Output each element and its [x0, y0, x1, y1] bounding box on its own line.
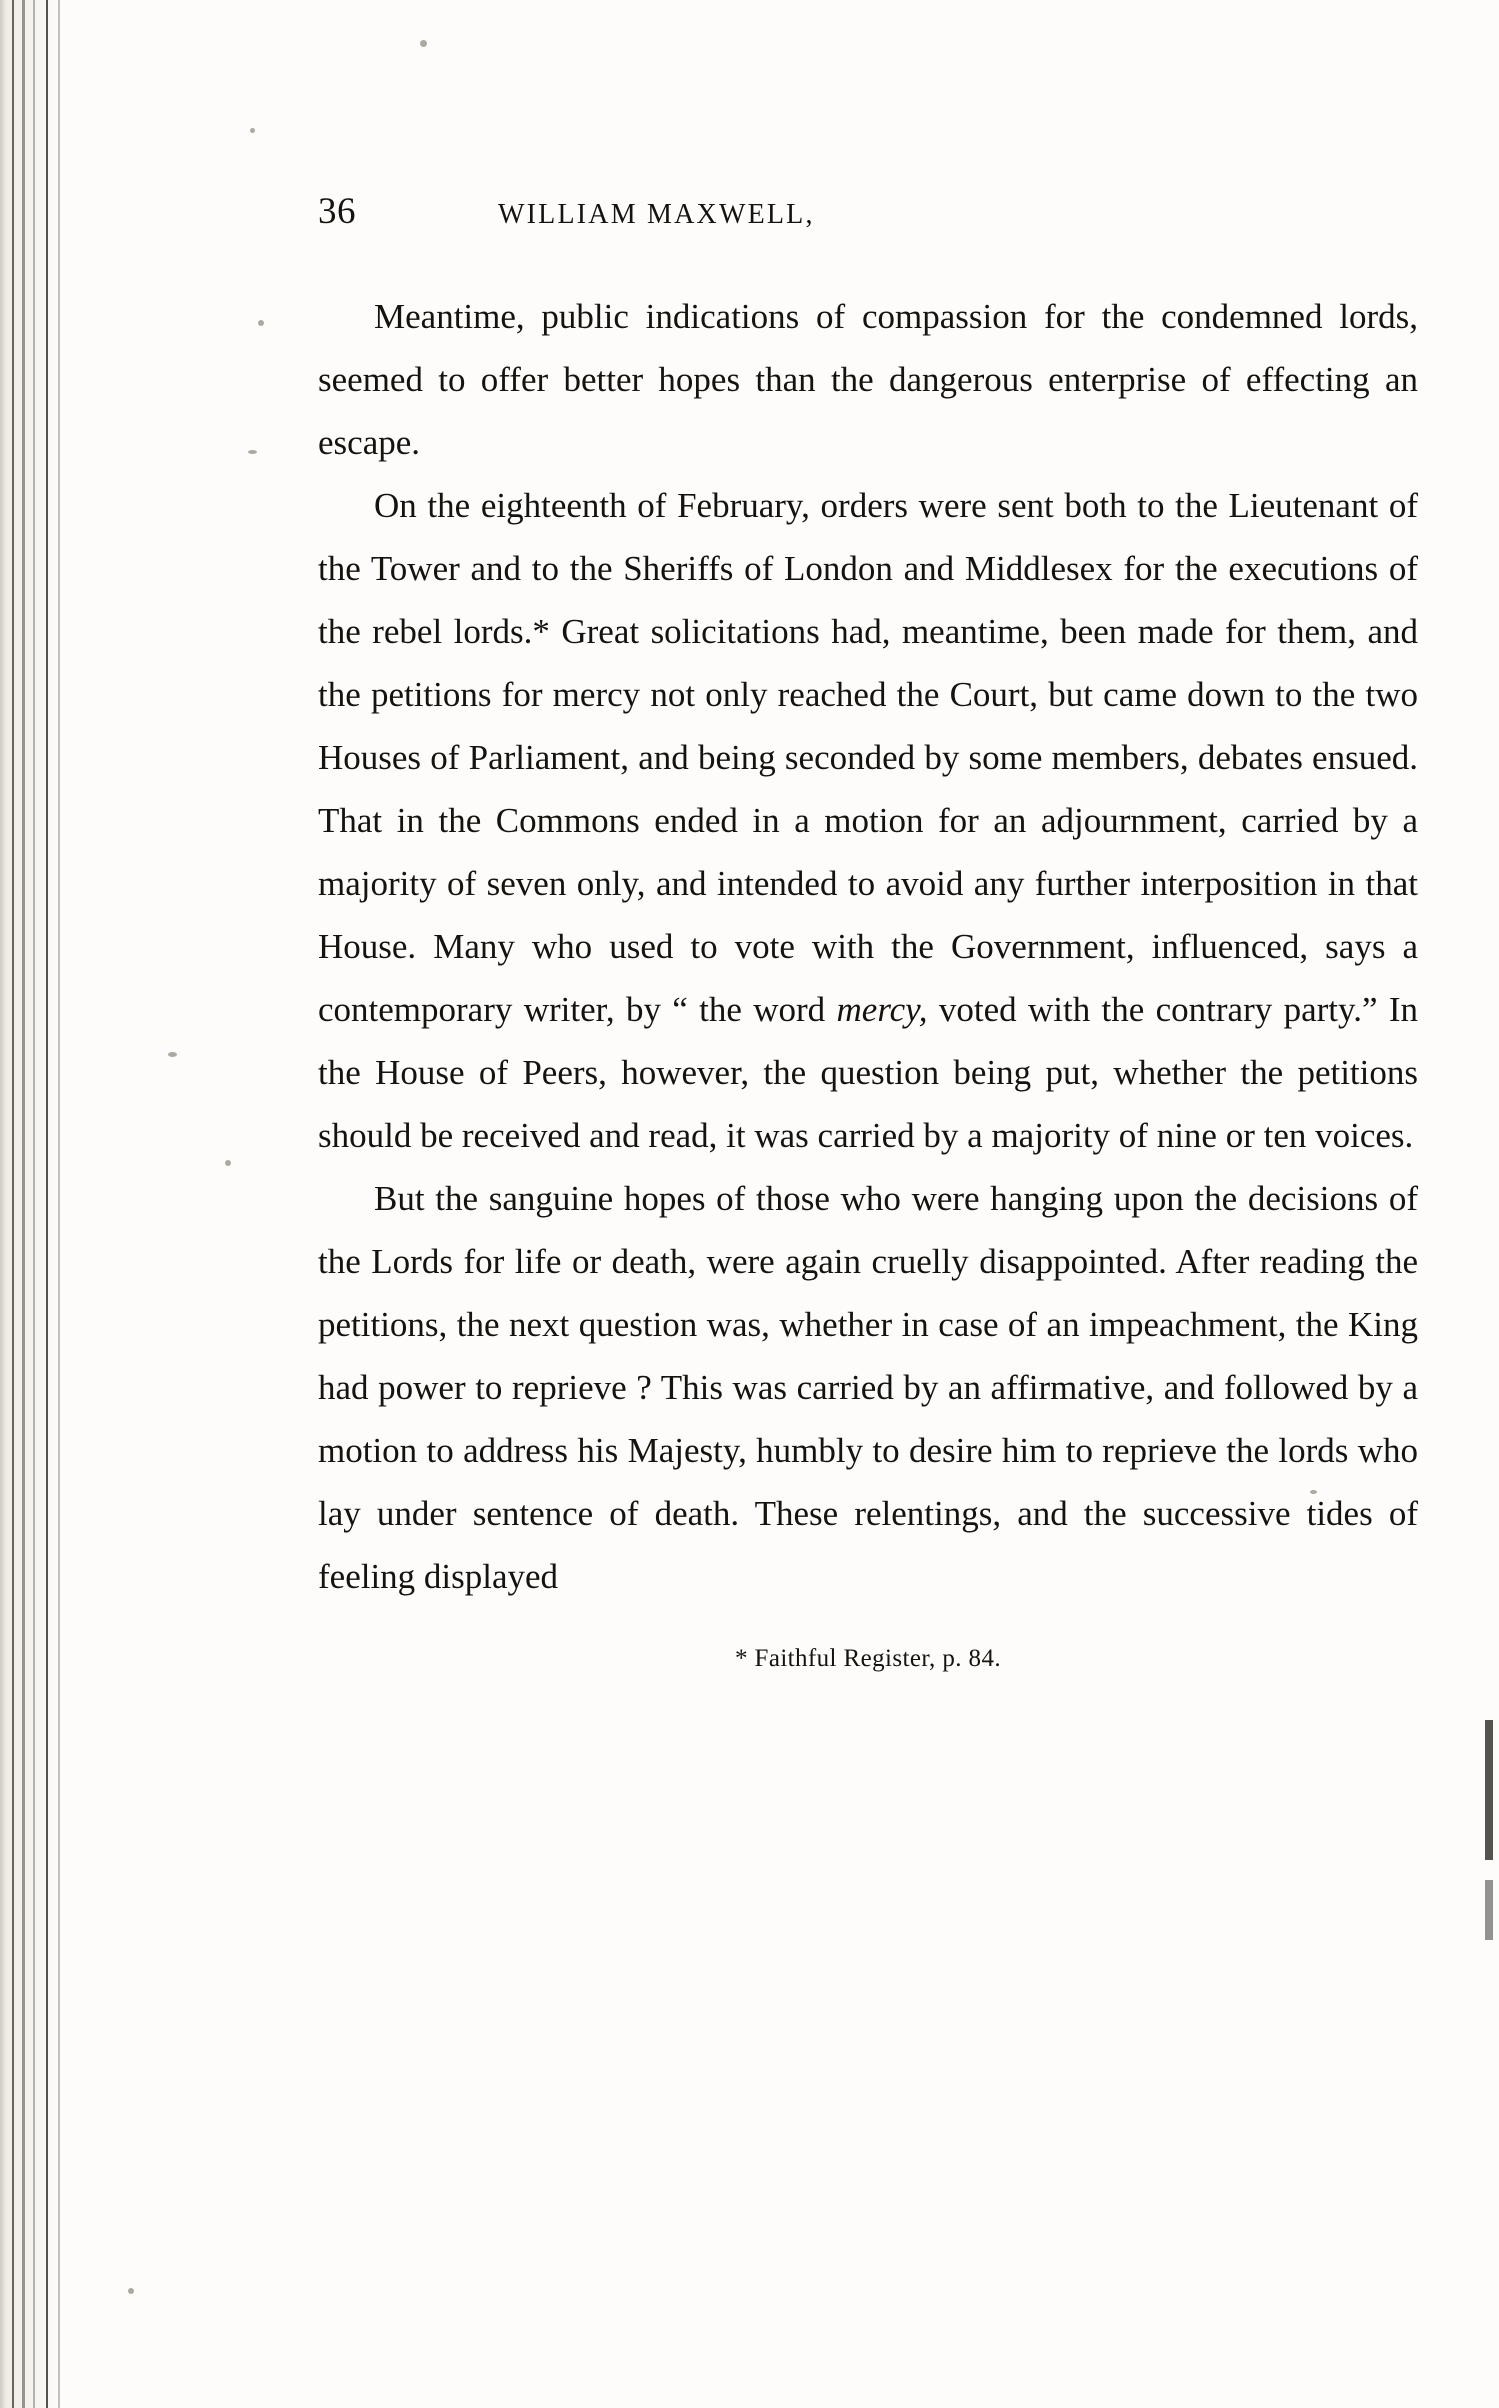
scan-speck	[128, 2288, 134, 2294]
spine-edge-line	[12, 0, 14, 2408]
page-edge-mark	[1485, 1720, 1493, 1860]
footnote: * Faithful Register, p. 84.	[734, 1645, 1002, 1672]
paragraph: But the sanguine hopes of those who were hanging upon the decisions of the Lords for life or death, were again cruelly disappointed. After reading the petitions, the next question was, whether in case of an impeachment, the King had power to reprieve ? This was carried by an affirmative, and followed by a motion to address his Majesty, humbly to desire him to reprieve the lords who lay under sentence of death. These relentings, and the successive tides of feeling displayed	[318, 1179, 1418, 1596]
spine-edge-line	[46, 0, 48, 2408]
page-number: 36	[318, 191, 356, 232]
spine-edge-line	[22, 0, 25, 2408]
scan-speck	[258, 320, 264, 326]
paragraph-text: On the eighteenth of February, orders were sent both to the Lieutenant of the Tower and to the Sheriffs of London and Middlesex for the executions of the rebel lords.* Great solicitations had, meantime, been made for them, and the petitions for mercy not only reached the Court, but came down to the two Houses of Parliament, and being seconded by some members, debates ensued. That in the Commons ended in a motion for an adjournment, carried by a majority of seven only, and intended to avoid any further interposition in that House. Many who used to vote with the Government, influenced, says a contemporary writer, by “ the word	[318, 486, 1418, 1029]
spine-edge-line	[33, 0, 35, 2408]
scan-speck	[225, 1160, 231, 1166]
scan-speck	[248, 450, 257, 454]
spine-edge-line	[58, 0, 60, 2408]
page-content	[318, 190, 1418, 1676]
scan-speck	[250, 128, 255, 133]
paragraph: Meantime, public indications of compassion for the condemned lords, seemed to offer better hopes than the dangerous enterprise of effecting an escape.	[318, 297, 1418, 462]
paragraph	[318, 474, 1418, 1167]
page-header	[318, 190, 1418, 233]
scan-speck	[420, 40, 427, 47]
paragraph-text-tail: voted with the contrary party.” In the House of Peers, however, the question being put, whether the petitions should be received and read, it was carried by a majority of nine or ten voices.	[318, 990, 1418, 1155]
page-edge-mark	[1485, 1880, 1493, 1940]
italic-word: mercy,	[836, 990, 928, 1029]
scan-speck	[168, 1052, 177, 1057]
running-head: WILLIAM MAXWELL,	[498, 199, 815, 230]
